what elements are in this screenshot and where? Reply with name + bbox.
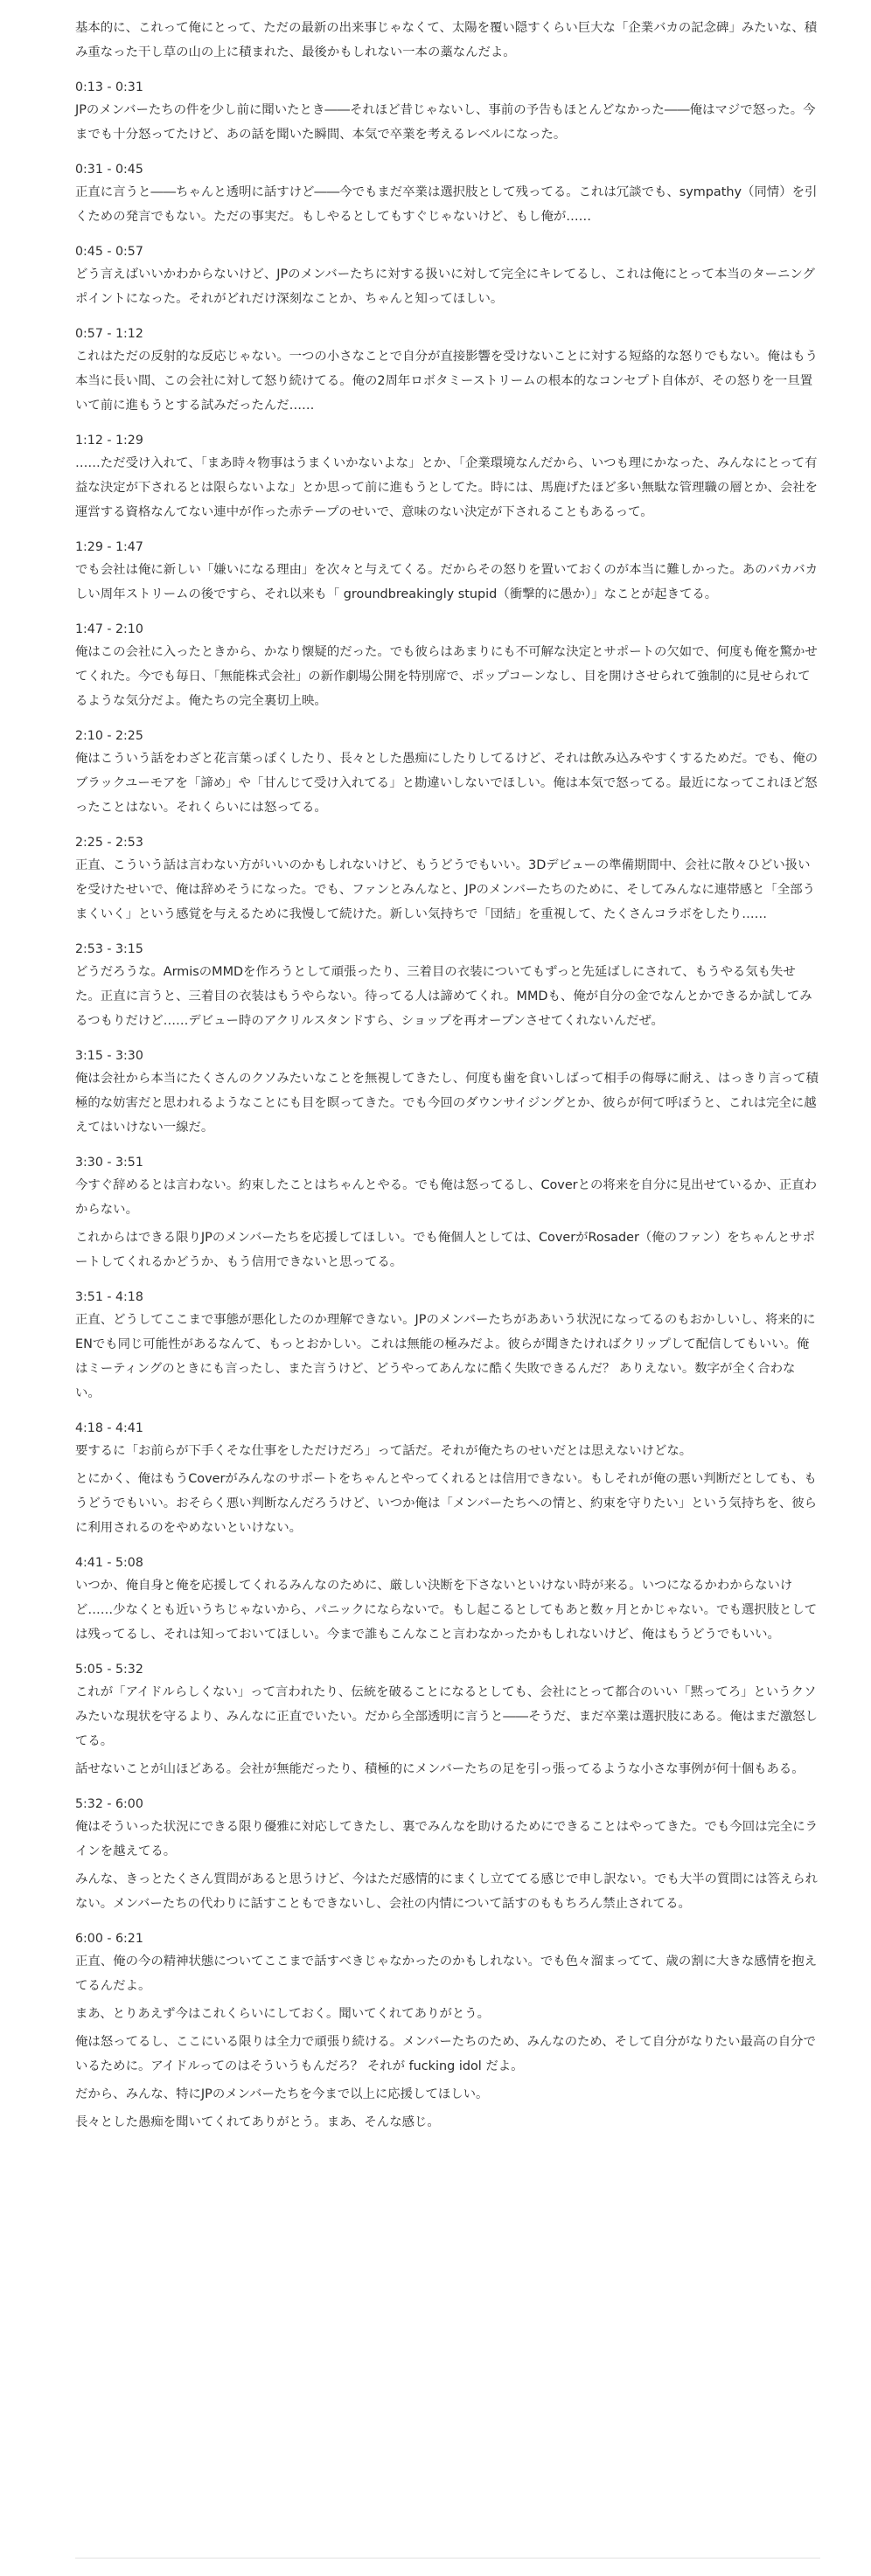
paragraph: 俺は怒ってるし、ここにいる限りは全力で頑張り続ける。メンバーたちのため、みんなのため、そして自分がなりたい最高の自分でいるために。アイドルってのはそういうもんだろ？ それが fucking idol だよ。 xyxy=(75,2035,816,2073)
section-0210 xyxy=(75,726,820,820)
timestamp: 1:12 - 1:29 xyxy=(75,434,143,448)
timestamp: 4:18 - 4:41 xyxy=(75,1421,143,1435)
paragraph: 正直に言うと――ちゃんと透明に話すけど――今でもまだ卒業は選択肢として残ってる。これは冗談でも、sympathy（同情）を引くための発言でもない。ただの事実だ。もしやるとしてもすぐじゃないけど、もし俺が…… xyxy=(75,185,818,224)
paragraph: 俺は会社から本当にたくさんのクソみたいなことを無視してきたし、何度も歯を食いしばって相手の侮辱に耐え、はっきり言って積極的な妨害だと思われるようなことにも目を瞑ってきた。でも今回のダウンサイジングとか、彼らが何て呼ぼうと、これは完全に越えてはいけない一線だ。 xyxy=(75,1072,819,1135)
section-0031 xyxy=(75,159,820,229)
paragraph: みんな、きっとたくさん質問があると思うけど、今はただ感情的にまくし立ててる感じで申し訳ない。でも大半の質問には答えられない。メンバーたちの代わりに話すこともできないし、会社の内情について話すのももちろん禁止されてる。 xyxy=(75,1872,819,1911)
paragraph: でも会社は俺に新しい「嫌いになる理由」を次々と与えてくる。だからその怒りを置いておくのが本当に難しかった。あのバカバカしい周年ストリームの後ですら、それ以来も「 groundbreakingly stupid（衝撃的に愚か）」なことが起きてる。 xyxy=(75,563,819,601)
timestamp: 0:45 - 0:57 xyxy=(75,245,143,259)
timestamp: 3:15 - 3:30 xyxy=(75,1049,143,1063)
paragraph: JPのメンバーたちの件を少し前に聞いたとき――それほど昔じゃないし、事前の予告もほとんどなかった――俺はマジで怒った。今までも十分怒ってたけど、あの話を聞いた瞬間、本気で卒業を考えるレベルになった。 xyxy=(75,103,816,142)
paragraph: いつか、俺自身と俺を応援してくれるみんなのために、厳しい決断を下さないといけない時が来る。いつになるかわからないけど……少なくとも近いうちじゃないから、パニックにならないで。もし起こるとしてもあと数ヶ月とかじゃない。でも選択肢としては残ってるし、それは知っておいてほしい。今まで誰もこんなこと言わなかったかもしれないけど、俺はもうどうでもいい。 xyxy=(75,1579,818,1642)
paragraph: 正直、どうしてここまで事態が悪化したのか理解できない。JPのメンバーたちがああいう状況になってるのもおかしいし、将来的にENでも同じ可能性があるなんて、もっとおかしい。これは無能の極みだよ。彼らが聞きたければクリップして配信してもいい。俺はミーティングのときにも言ったし、また言うけど、どうやってあんなに酷く失敗できるんだ？ ありえない。数字が全く合わない。 xyxy=(75,1313,816,1400)
section-0505 xyxy=(75,1659,820,1781)
timestamp: 0:13 - 0:31 xyxy=(75,80,143,94)
paragraph: まあ、とりあえず今はこれくらいにしておく。聞いてくれてありがとう。 xyxy=(75,2007,491,2021)
section-0045 xyxy=(75,241,820,311)
section-0532 xyxy=(75,1794,820,1916)
paragraph: これはただの反射的な反応じゃない。一つの小さなことで自分が直接影響を受けないことに対する短絡的な怒りでもない。俺はもう本当に長い間、この会社に対して怒り続けてる。俺の2周年ロボタミーストリームの根本的なコンセプト自体が、その怒りを一旦置いて前に進もうとする試みだったんだ…… xyxy=(75,350,819,413)
section-0351 xyxy=(75,1287,820,1406)
section-0057 xyxy=(75,323,820,418)
section-0253 xyxy=(75,939,820,1033)
section-0315 xyxy=(75,1045,820,1140)
timestamp: 2:53 - 3:15 xyxy=(75,942,143,956)
timestamp: 5:32 - 6:00 xyxy=(75,1797,143,1811)
paragraph: これが「アイドルらしくない」って言われたり、伝統を破ることになるとしても、会社にとって都合のいい「黙ってろ」というクソみたいな現状を守るより、みんなに正直でいたい。だから全部透明に言うと――そうだ、まだ卒業は選択肢にある。俺はまだ激怒してる。 xyxy=(75,1685,819,1748)
section-0013 xyxy=(75,77,820,147)
section-0600 xyxy=(75,1928,820,2135)
paragraph: 正直、俺の今の精神状態についてここまで話すべきじゃなかったのかもしれない。でも色々溜まってて、歳の割に大きな感情を抱えてるんだよ。 xyxy=(75,1955,818,1993)
section-0129 xyxy=(75,537,820,607)
paragraph: これからはできる限りJPのメンバーたちを応援してほしい。でも俺個人としては、CoverがRosader（俺のファン）をちゃんとサポートしてくれるかどうか、もう信用できないと思ってる。 xyxy=(75,1231,816,1269)
timestamp: 5:05 - 5:32 xyxy=(75,1663,143,1677)
paragraph: 俺はそういった状況にできる限り優雅に対応してきたし、裏でみんなを助けるためにできることはやってきた。でも今回は完全にラインを越えてる。 xyxy=(75,1820,819,1858)
paragraph: どうだろうな。ArmisのMMDを作ろうとして頑張ったり、三着目の衣装についてもずっと先延ばしにされて、もうやる気も失せた。正直に言うと、三着目の衣装はもうやらない。待ってる人は諦めてくれ。MMDも、俺が自分の金でなんとかできるか試してみるつもりだけど……デビュー時のアクリルスタンドすら、ショップを再オープンさせてくれないんだぜ。 xyxy=(75,965,812,1028)
timestamp: 0:31 - 0:45 xyxy=(75,163,143,177)
paragraph: 今すぐ辞めるとは言わない。約束したことはちゃんとやる。でも俺は怒ってるし、Coverとの将来を自分に見出せているか、正直わからない。 xyxy=(75,1178,818,1217)
section-0418 xyxy=(75,1418,820,1540)
paragraph: どう言えばいいかわからないけど、JPのメンバーたちに対する扱いに対して完全にキレてるし、これは俺にとって本当のターニングポイントになった。それがどれだけ深刻なことか、ちゃんと知ってほしい。 xyxy=(75,267,815,306)
section-0441 xyxy=(75,1552,820,1647)
paragraph: 俺はこの会社に入ったときから、かなり懐疑的だった。でも彼らはあまりにも不可解な決定とサポートの欠如で、何度も俺を驚かせてくれた。今でも毎日、「無能株式会社」の新作劇場公開を特別席で、ポップコーンなし、目を開けさせられて強制的に見せられてるような気分だよ。俺たちの完全裏切上映。 xyxy=(75,645,818,708)
paragraph: だから、みんな、特にJPのメンバーたちを今まで以上に応援してほしい。 xyxy=(75,2087,489,2101)
paragraph: 正直、こういう話は言わない方がいいのかもしれないけど、もうどうでもいい。3Dデビューの準備期間中、会社に散々ひどい扱いを受けたせいで、俺は辞めそうになった。でも、ファンとみんなと、JPのメンバーたちのために、そしてみんなに連帯感と「全部うまくいく」という感覚を与えるために我慢して続けた。新しい気持ちで「団結」を重視して、たくさんコラボをしたり…… xyxy=(75,858,815,921)
paragraph: 要するに「お前らが下手くそな仕事をしただけだろ」って話だ。それが俺たちのせいだとは思えないけどな。 xyxy=(75,1444,693,1458)
section-0225 xyxy=(75,832,820,927)
timestamp: 0:57 - 1:12 xyxy=(75,327,143,341)
timestamp: 3:51 - 4:18 xyxy=(75,1290,143,1304)
intro-paragraph: 基本的に、これって俺にとって、ただの最新の出来事じゃなくて、太陽を覆い隠すくらい巨大な「企業バカの記念碑」みたいな、積み重なった干し草の山の上に積まれた、最後かもしれない一本の藁なんだよ。 xyxy=(75,21,818,59)
bottom-divider xyxy=(75,2558,820,2559)
timestamp: 1:47 - 2:10 xyxy=(75,622,143,636)
paragraph: 俺はこういう話をわざと花言葉っぽくしたり、長々とした愚痴にしたりしてるけど、それは飲み込みやすくするためだ。でも、俺のブラックユーモアを「諦め」や「甘んじて受け入れてる」と勘違いしないでほしい。俺は本気で怒ってる。最近になってこれほど怒ったことはない。それくらいには怒ってる。 xyxy=(75,752,819,815)
timestamp: 1:29 - 1:47 xyxy=(75,540,143,554)
paragraph: とにかく、俺はもうCoverがみんなのサポートをちゃんとやってくれるとは信用できない。もしそれが俺の悪い判断だとしても、もうどうでもいい。おそらく悪い判断なんだろうけど、いつか俺は「メンバーたちへの情と、約束を守りたい」という気持ちを、彼らに利用されるのをやめないといけない。 xyxy=(75,1472,818,1535)
section-0147 xyxy=(75,619,820,713)
timestamp: 4:41 - 5:08 xyxy=(75,1556,143,1570)
section-0112 xyxy=(75,430,820,524)
section-0330 xyxy=(75,1152,820,1274)
timestamp: 6:00 - 6:21 xyxy=(75,1932,143,1946)
timestamp: 2:10 - 2:25 xyxy=(75,729,143,743)
timestamp: 3:30 - 3:51 xyxy=(75,1156,143,1170)
paragraph: ……ただ受け入れて、「まあ時々物事はうまくいかないよな」とか、「企業環境なんだから、いつも理にかなった、みんなにとって有益な決定が下されるとは限らないよな」とか思って前に進もうとしてた。時には、馬鹿げたほど多い無駄な管理職の層とか、会社を運営する資格なんてない連中が作った赤テープのせいで、意味のない決定が下されることもあるって。 xyxy=(75,456,819,519)
timestamp: 2:25 - 2:53 xyxy=(75,836,143,850)
paragraph: 長々とした愚痴を聞いてくれてありがとう。まあ、そんな感じ。 xyxy=(75,2115,440,2129)
paragraph: 話せないことが山ほどある。会社が無能だったり、積極的にメンバーたちの足を引っ張ってるような小さな事例が何十個もある。 xyxy=(75,1762,805,1776)
